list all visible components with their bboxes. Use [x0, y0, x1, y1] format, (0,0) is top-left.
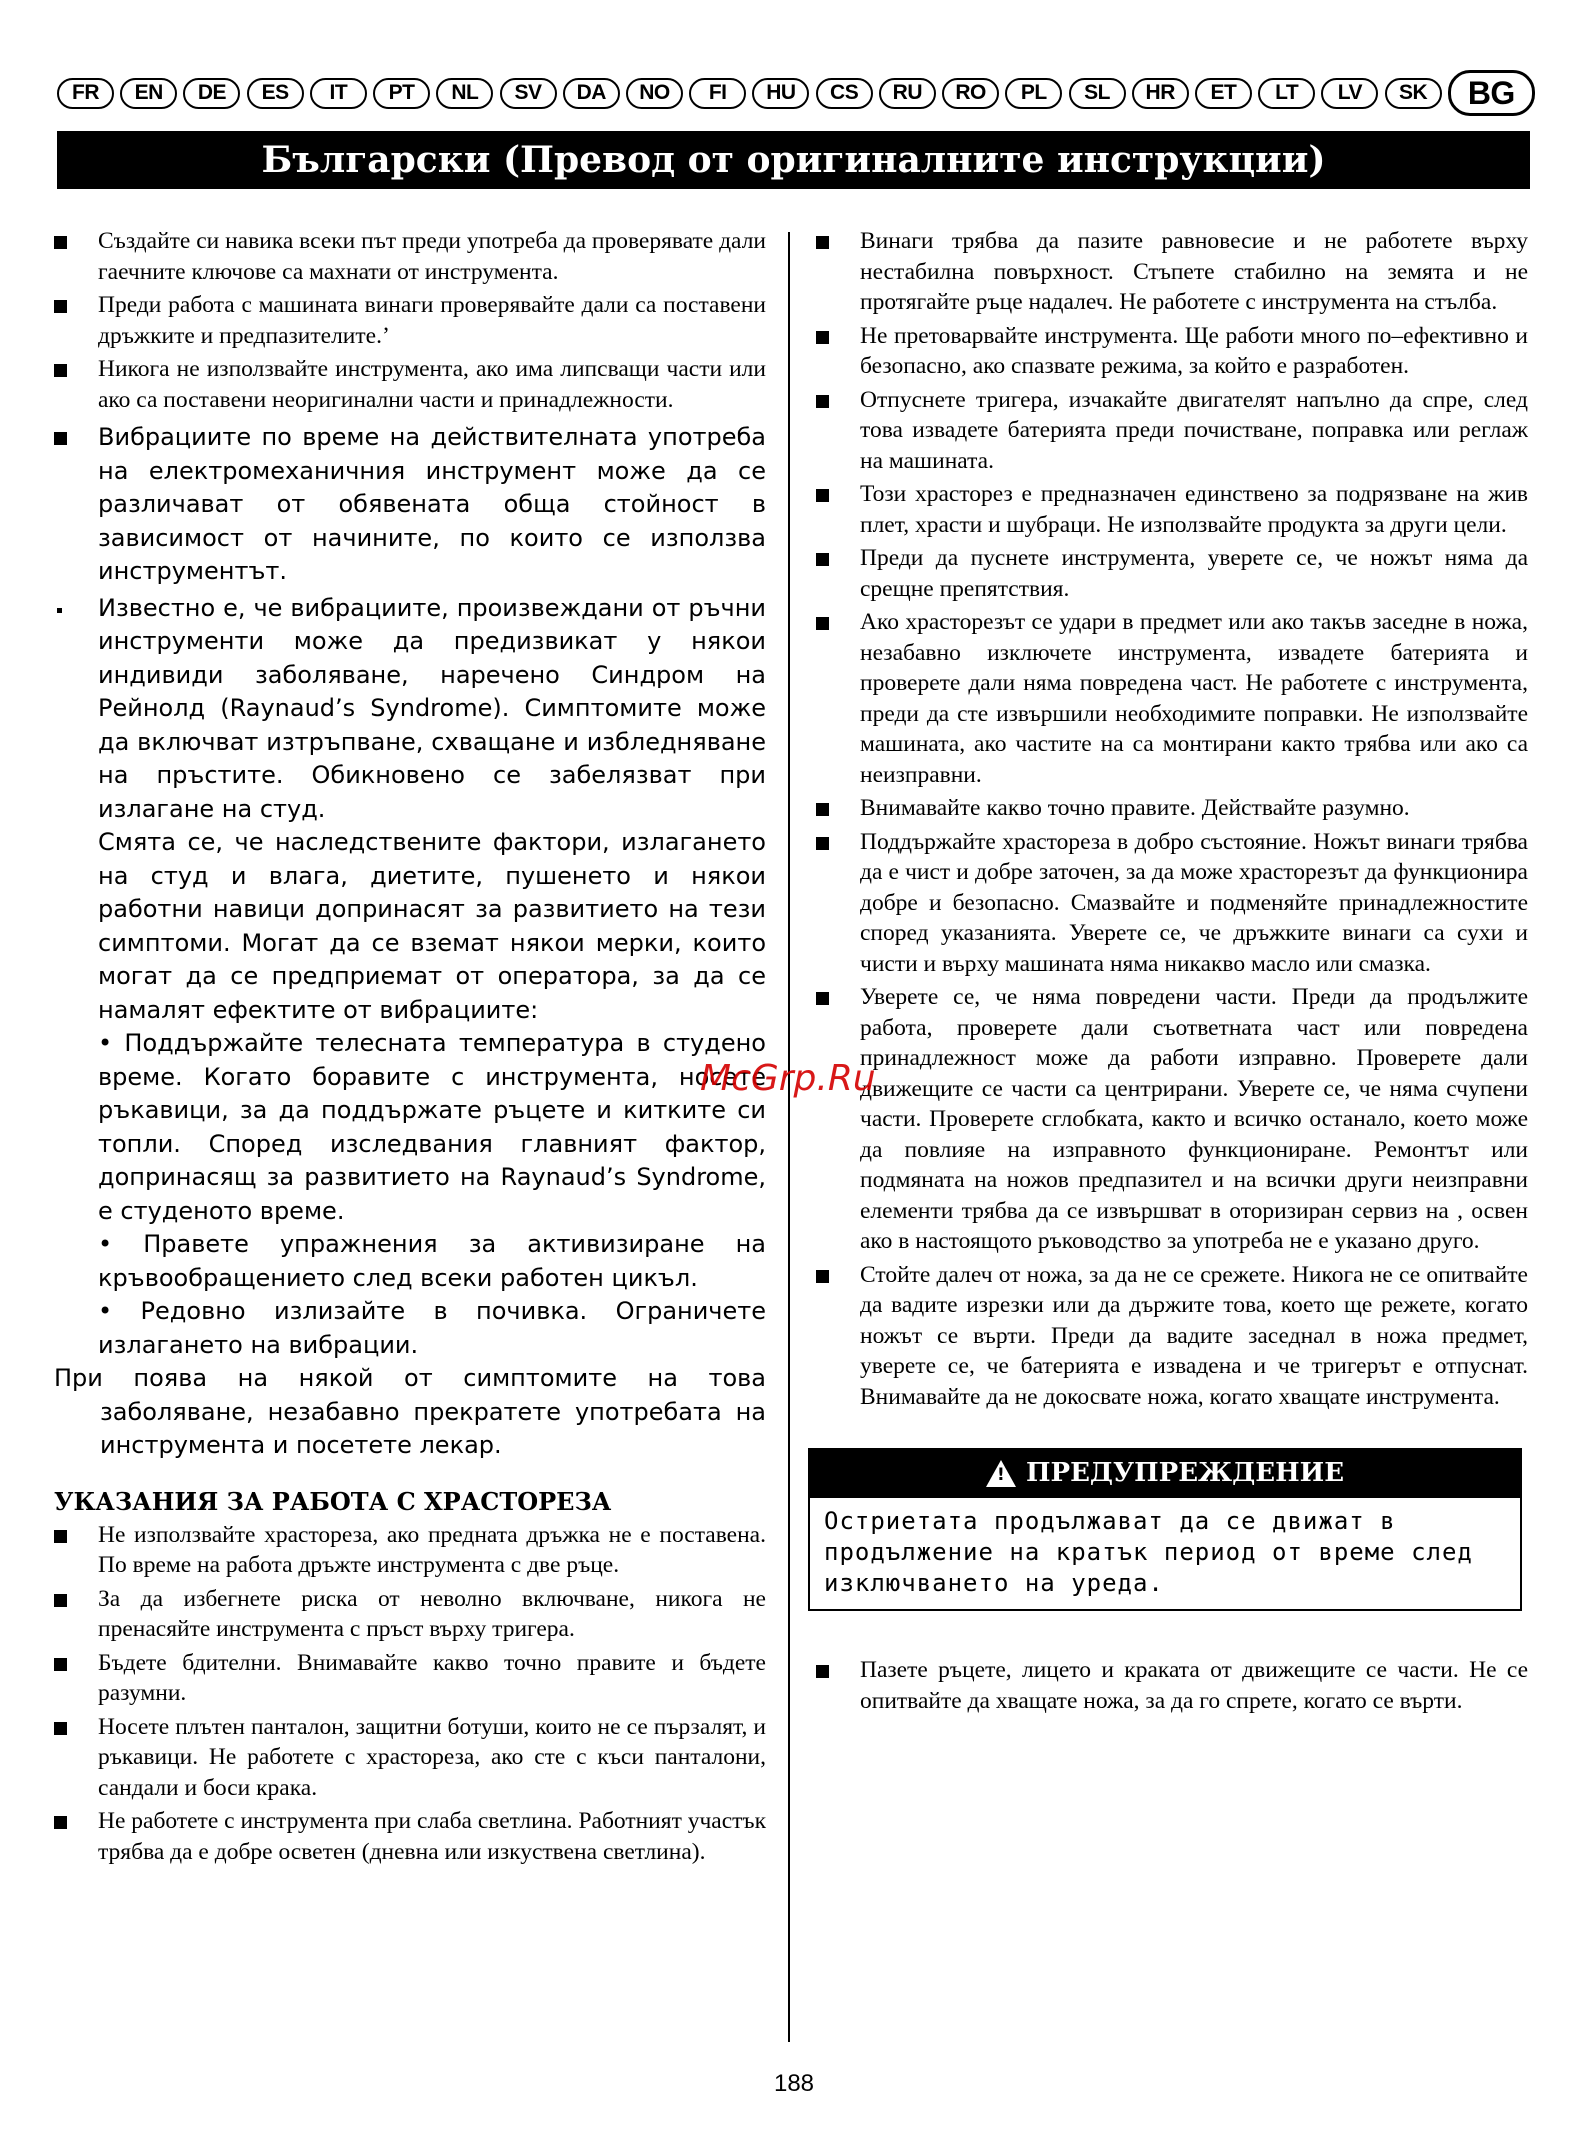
list-item: Вибрациите по време на действителната употреба на електромеханичния инструмент може да се различават от обявената обща стойност в зависимост от начините, по които се използва инструментът. [50, 421, 766, 589]
sub-item: • Поддържайте телесната температура в студено време. Когато боравите с инструмента, носете ръкавици, за да поддържате ръцете и китките си топли. Според изследвания главният фактор, допринасящ за развитието на Raynaud’s Syndrome, е студеното време. [98, 1029, 766, 1225]
bullet-icon [816, 236, 829, 249]
lang-en: EN [120, 78, 177, 109]
list-item: Ако храсторезът се удари в предмет или ако такъв заседне в ножа, незабавно изключете инструмента, извадете батерията и проверете дали няма повредена част. Не работете с инструмента, преди да сте извършили необходимите поправки. Не използвайте машината, ако частите на са монтирани както трябва или ако са неизправни. [812, 607, 1528, 790]
bullet-icon [54, 1722, 67, 1735]
list-item: Поддържайте храстореза в добро състояние. Ножът винаги трябва да е чист и добре заточен, за да може храсторезът да функционира добре и безопасно. Смазвайте и подменяйте принадлежностите според указанията. Уверете се, че дръжките винаги са сухи и чисти и върху машината няма никакво масло или смазка. [812, 827, 1528, 980]
list-item: Този храсторез е предназначен единствено за подрязване на жив плет, храсти и шубраци. Не използвайте продукта за други цели. [812, 479, 1528, 540]
lang-nl: NL [436, 78, 493, 109]
bullet-icon [54, 1658, 67, 1671]
bullet-icon [54, 1816, 67, 1829]
lang-lt: LT [1258, 78, 1315, 109]
list-item: За да избегнете риска от неволно включване, никога не пренасяйте инструмента с пръст върху тригера. [50, 1584, 766, 1645]
left-column [50, 226, 766, 1870]
list-item: Не работете с инструмента при слаба светлина. Работният участък трябва да е добре осветен (дневна или изкуствена светлина). [50, 1806, 766, 1867]
page-title: Български (Превод от оригиналните инструкции) [57, 131, 1530, 189]
warning-box [808, 1448, 1522, 1611]
lang-sk: SK [1385, 78, 1442, 109]
watermark: McGrp.Ru [700, 1058, 876, 1099]
list-item: Никога не използвайте инструмента, ако има липсващи части или ако са поставени неоригинални части и принадлежности. [50, 354, 766, 415]
bullet-icon [816, 395, 829, 408]
lang-pl: PL [1005, 78, 1062, 109]
warning-title: ПРЕДУПРЕЖДЕНИЕ [1025, 1458, 1345, 1488]
bullet-icon [54, 432, 67, 445]
bullet-icon [816, 1665, 829, 1678]
warning-header [808, 1448, 1522, 1498]
bullet-icon [54, 1530, 67, 1543]
list-item: Пазете ръцете, лицето и краката от движещите се части. Не се опитвайте да хващате ножа, за да го спрете, когато се върти. [812, 1655, 1528, 1716]
bullet-icon [54, 236, 67, 249]
bullet-icon [816, 617, 829, 630]
list-item: Уверете се, че няма повредени части. Преди да продължите работа, проверете дали съответната част или повредена принадлежност може да работи изправно. Проверете дали движещите се части са центрирани. Уверете се, че няма счупени части. Проверете сглобката, както и всичко останало, което може да повлияе на изправното функциониране. Ремонтът или подмяната на ножов предпазител и на всички други неизправни елементи трябва да се извършват в оторизиран сервиз на , освен ако в настоящото ръководство за употреба не е указано друго. [812, 982, 1528, 1257]
column-divider [788, 232, 790, 2042]
bullet-icon [57, 608, 62, 613]
lang-cs: CS [816, 78, 873, 109]
list-item: Преди да пуснете инструмента, уверете се, че ножът няма да срещне препятствия. [812, 543, 1528, 604]
bullet-icon [816, 837, 829, 850]
bullet-icon [816, 992, 829, 1005]
bullet-icon [54, 300, 67, 313]
list-item: Известно е, че вибрациите, произвеждани от ръчни инструменти може да предизвикат у някои индивиди заболяване, наречено Синдром на Рейнолд (Raynaud’s Syndrome). Симптомите може да включват изтръпване, схващане и избледняване на пръстите. Обикновено се забелязват при излагане на студ. [50, 592, 766, 827]
lang-ro: RO [942, 78, 999, 109]
lang-et: ET [1195, 78, 1252, 109]
sub-item: • Редовно излизайте в почивка. Ограничете излагането на вибрации. [98, 1297, 766, 1359]
list-item: Не претоварвайте инструмента. Ще работи много по–ефективно и безопасно, ако спазвате режима, за който е разработен. [812, 321, 1528, 382]
list-item: Отпуснете тригера, изчакайте двигателят напълно да спре, след това извадете батерията преди почистване, поправка или реглаж на машината. [812, 385, 1528, 477]
lang-fi: FI [689, 78, 746, 109]
lang-da: DA [563, 78, 620, 109]
warning-triangle-icon: ! [986, 1460, 1016, 1487]
bullet-icon [54, 364, 67, 377]
lang-de: DE [183, 78, 240, 109]
sub-item: • Правете упражнения за активизиране на кръвообращението след всеки работен цикъл. [98, 1230, 766, 1292]
lang-it: IT [310, 78, 367, 109]
lang-fr: FR [57, 78, 114, 109]
list-item: Внимавайте какво точно правите. Действайте разумно. [812, 793, 1528, 824]
list-item: Създайте си навика всеки път преди употреба да проверявате дали гаечните ключове са махнати от инструмента. [50, 226, 766, 287]
section-heading: УКАЗАНИЯ ЗА РАБОТА С ХРАСТОРЕЗА [54, 1486, 612, 1516]
bullet-icon [816, 489, 829, 502]
bullet-icon [816, 553, 829, 566]
language-bar [57, 70, 1535, 116]
lang-no: NO [626, 78, 683, 109]
list-item: Носете плътен панталон, защитни ботуши, които не се пързалят, и ръкавици. Не работете с храстореза, ако сте с къси панталони, сандали и боси крака. [50, 1712, 766, 1804]
list-item: Не използвайте храстореза, ако предната дръжка не е поставена. По време на работа дръжте инструмента с две ръце. [50, 1520, 766, 1581]
lang-hu: HU [752, 78, 809, 109]
lang-bg-active: BG [1448, 70, 1535, 116]
list-item: Винаги трябва да пазите равновесие и не работете върху нестабилна повърхност. Стъпете стабилно на земята и не протягайте ръце надалеч. Не работете с инструмента на стълба. [812, 226, 1528, 318]
bullet-icon [816, 331, 829, 344]
list-item: Преди работа с машината винаги проверявайте дали са поставени дръжките и предпазителите.’ [50, 290, 766, 351]
bullet-icon [54, 1594, 67, 1607]
lang-pt: PT [373, 78, 430, 109]
right-column [812, 226, 1528, 1719]
page-number: 188 [773, 2070, 815, 2097]
lang-ru: RU [879, 78, 936, 109]
symptoms-paragraph: При поява на някой от симптомите на това заболяване, незабавно прекратете употребата на инструмента и посетете лекар. [54, 1364, 766, 1459]
lang-hr: HR [1132, 78, 1189, 109]
list-item: Бъдете бдителни. Внимавайте какво точно правите и бъдете разумни. [50, 1648, 766, 1709]
lang-sv: SV [500, 78, 557, 109]
warning-text: Остриетата продължават да се движат в продължение на кратък период от време след изключването на уреда. [808, 1498, 1522, 1611]
lang-es: ES [247, 78, 304, 109]
lang-lv: LV [1321, 78, 1378, 109]
raynaud-continuation: Смята се, че наследствените фактори, излагането на студ и влага, диетите, пушенето и някои работни навици допринасят за развитието на тези симптоми. Могат да се вземат някои мерки, които могат да се предприемат от оператора, за да се намалят ефектите от вибрациите: [98, 828, 766, 1024]
bullet-icon [816, 1270, 829, 1283]
bullet-icon [816, 803, 829, 816]
lang-sl: SL [1069, 78, 1126, 109]
list-item: Стойте далеч от ножа, за да не се срежете. Никога не се опитвайте да вадите изрезки или да държите това, което ще режете, когато ножът се върти. Преди да вадите заседнал в ножа предмет, уверете се, че батерията е извадена и че тригерът е отпуснат. Внимавайте да не докосвате ножа, когато хващате инструмента. [812, 1260, 1528, 1413]
